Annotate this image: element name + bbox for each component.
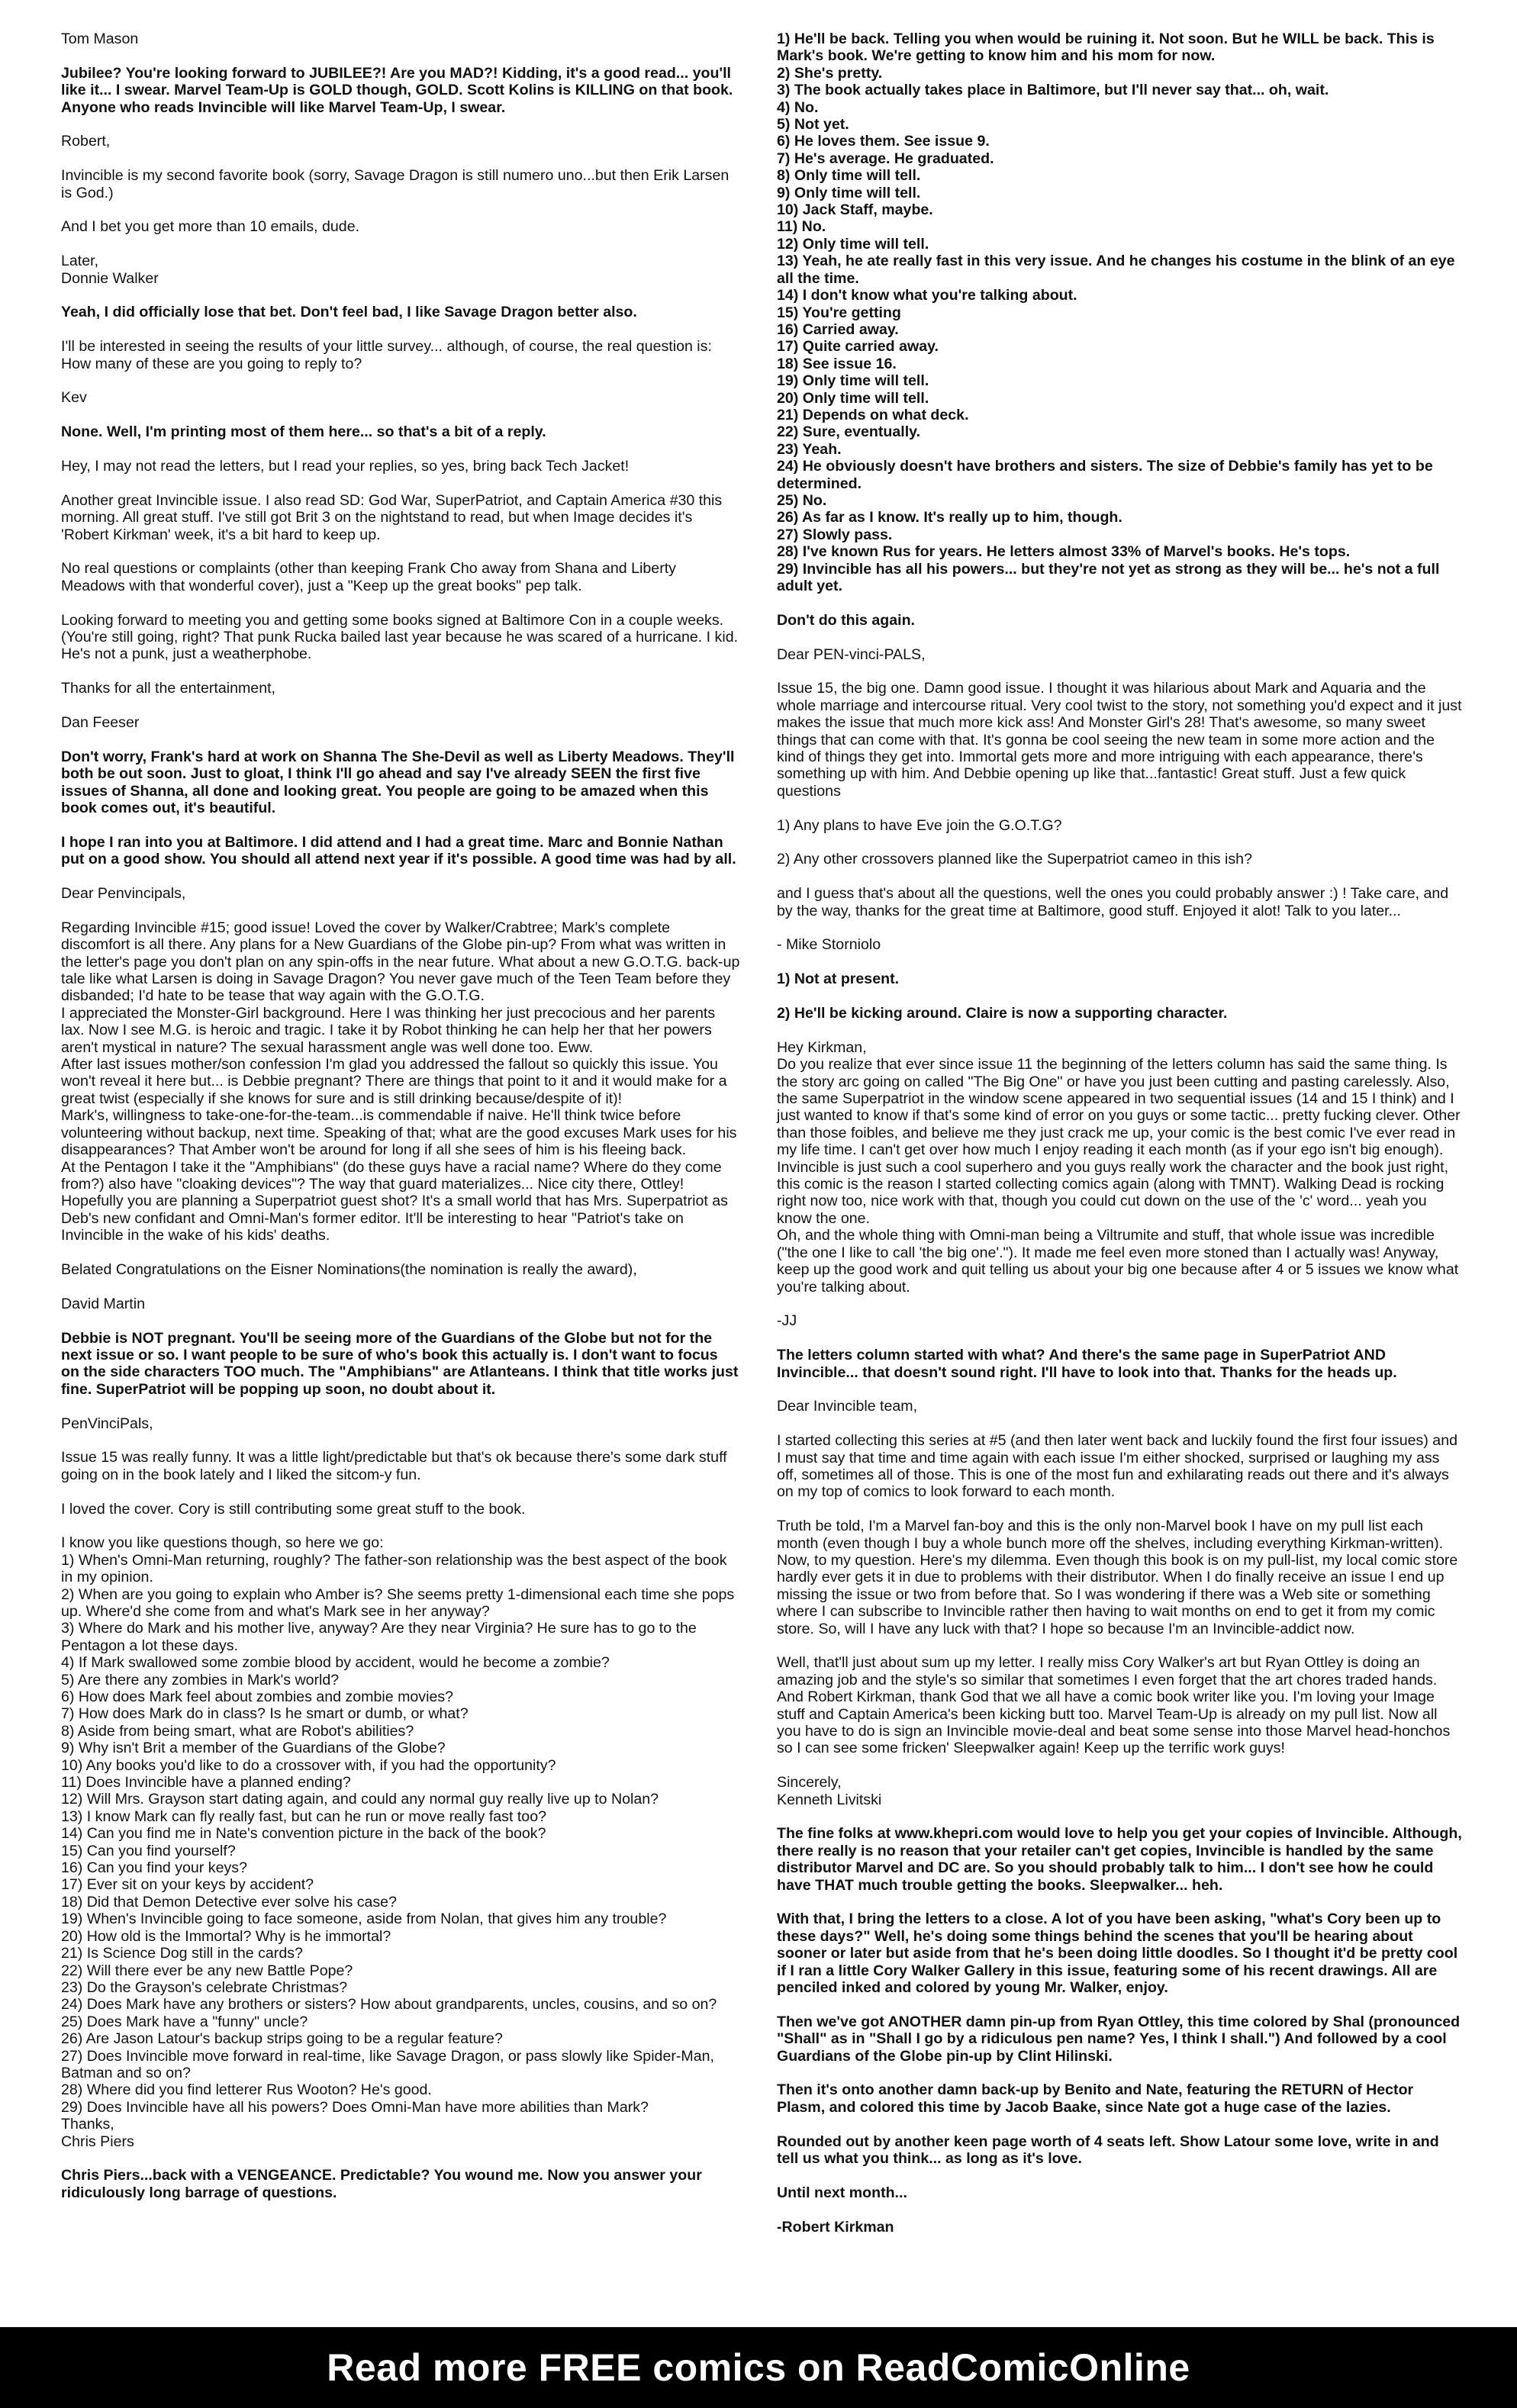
- letter-paragraph: I loved the cover. Cory is still contributing some great stuff to the book.: [61, 1500, 526, 1518]
- editor-reply-paragraph: Then it's onto another damn back-up by Benito and Nate, featuring the RETURN of Hector Plasm, and colored this time by Jacob Baake, since Nate got a huge case of the lazies.: [777, 2081, 1414, 2116]
- letter-paragraph: - Mike Storniolo: [777, 936, 881, 954]
- letter-paragraph: Dear Invincible team,: [777, 1398, 918, 1415]
- letter-paragraph: Tom Mason: [61, 31, 139, 47]
- letter-paragraph: Truth be told, I'm a Marvel fan-boy and this is the only non-Marvel book I have on my pull list each month (even though I buy a whole bunch more off the shelves, including everything Kirkman-written). Now, to my question. Here's my dilemma. Even though this book is on my pull-list, my local comic store hardly ever gets it in due to problems with their distributor. When I do finally receive an issue I end up missing the issue or two from before that. So I was wondering if there was a Web site or something where I can subscribe to Invincible rather then having to wait months on end to get it from my comic store. So, will I have any luck with that? I hope so because I'm an Invincible-addict now.: [777, 1518, 1458, 1637]
- letter-paragraph: Well, that'll just about sum up my letter. I really miss Cory Walker's art but Ryan Ottley is doing an amazing job and the style's so similar that sometimes I even forget that the art chores traded hands. And Robert Kirkman, thank God that we all have a comic book writer like you. I'm loving your Image stuff and Captain America's been kicking butt too. Marvel Team-Up is already on my pull list. Now all you have to do is sign an Invincible movie-deal and beat some sense into those Marvel head-honchos so I can see some fricken' Sleepwalker again! Keep up the terrific work guys!: [777, 1654, 1451, 1757]
- editor-reply-paragraph: Yeah, I did officially lose that bet. Don't feel bad, I like Savage Dragon better also.: [61, 304, 637, 321]
- editor-reply-paragraph: Jubilee? You're looking forward to JUBILEE?! Are you MAD?! Kidding, it's a good read... you'll like it... I swear. Marvel Team-Up is GOLD though, GOLD. Scott Kolins is KILLING on that book. Anyone who reads Invincible will like Marvel Team-Up, I swear.: [61, 64, 733, 116]
- letter-paragraph: Sincerely, Kenneth Livitski: [777, 1774, 882, 1808]
- letter-paragraph: Kev: [61, 389, 87, 407]
- letter-paragraph: Another great Invincible issue. I also read SD: God War, SuperPatriot, and Captain America #30 this morning. All great stuff. I've still got Brit 3 on the nightstand to read, but when Image decides it's 'Robert Kirkman' week, it's a bit hard to keep up.: [61, 491, 723, 543]
- left-column: [61, 31, 740, 2219]
- editor-reply-paragraph: None. Well, I'm printing most of them here... so that's a bit of a reply.: [61, 423, 546, 441]
- letter-paragraph: Issue 15 was really funny. It was a little light/predictable but that's ok because there's some dark stuff going on in the book lately and I liked the sitcom-y fun.: [61, 1449, 727, 1483]
- editor-reply-paragraph: Chris Piers...back with a VENGEANCE. Predictable? You wound me. Now you answer your ridiculously long barrage of questions.: [61, 2167, 702, 2201]
- editor-reply-paragraph: Rounded out by another keen page worth of 4 seats left. Show Latour some love, write in and tell us what you think... as long as it's love.: [777, 2133, 1439, 2168]
- letter-paragraph: Dear PEN-vinci-PALS,: [777, 645, 926, 663]
- letter-paragraph: I know you like questions though, so here we go: 1) When's Omni-Man returning, roughly? The father-son relationship was the best aspect of the book in my opinion. 2) When are you going to explain who Amber is? She seems pretty 1-dimensional each time she pops up. Where'd she come from and what's Mark see in her anyway? 3) Where do Mark and his mother live, anyway? Are they near Virginia? He sure has to go to the Pentagon a lot these days. 4) If Mark swallowed some zombie blood by accident, would he become a zombie? 5) Are there any zombies in Mark's world? 6) How does Mark feel about zombies and zombie movies? 7) How does Mark do in class? Is he smart or dumb, or what? 8) Aside from being smart, what are Robot's abilities? 9) Why isn't Brit a member of the Guardians of the Globe? 10) Any books you'd like to do a crossover with, if you had the opportunity? 11) Does Invincible have a planned ending? 12) Will Mrs. Grayson start dating again, and could any normal guy really live up to Nolan? 13) I know Mark can fly really fast, but can he run or move really fast too? 14) Can you find me in Nate's convention picture in the back of the book? 15) Can you find yourself? 16) Can you find your keys? 17) Ever sit on your keys by accident? 18) Did that Demon Detective ever solve his case? 19) When's Invincible going to face someone, aside from Nolan, that gives him any trouble? 20) How old is the Immortal? Why is he immortal? 21) Is Science Dog still in the cards? 22) Will there ever be any new Battle Pope? 23) Do the Grayson's celebrate Christmas? 24) Does Mark have any brothers or sisters? How about grandparents, uncles, cousins, and so on? 25) Does Mark have a "funny" uncle? 26) Are Jason Latour's backup strips going to be a regular feature? 27) Does Invincible move forward in real-time, like Savage Dragon, or pass slowly like Spider-Man, Batman and so on? 28) Where did you find letterer Rus Wooton? He's good. 29) Does Invincible have all his powers? Does Omni-Man have more abilities than Mark? Thanks, Chris Piers: [61, 1534, 735, 2150]
- letter-paragraph: Later, Donnie Walker: [61, 253, 159, 287]
- letter-paragraph: I'll be interested in seeing the results of your little survey... although, of course, the real question is: How many of these are you going to reply to?: [61, 338, 712, 372]
- editor-reply-paragraph: Don't worry, Frank's hard at work on Shanna The She-Devil as well as Liberty Meadows. They'll both be out soon. Just to gloat, I think I'll go ahead and say I've already SEEN the first five issues of Shanna, all done and looking great. You people are going to be amazed when this book comes out, it's beautiful.: [61, 748, 735, 817]
- letter-paragraph: And I bet you get more than 10 emails, dude.: [61, 218, 360, 236]
- letter-paragraph: I started collecting this series at #5 (and then later went back and luckily found the first four issues) and I must say that time and time again with each issue I'm either shocked, surprised or laughing my ass off, sometimes all of those. This is one of the most fun and exhilarating reads out there and it's always on my top of comics to look forward to each month.: [777, 1432, 1457, 1501]
- letter-paragraph: Robert,: [61, 133, 111, 150]
- letter-paragraph: Thanks for all the entertainment,: [61, 680, 275, 697]
- editor-reply-paragraph: 2) He'll be kicking around. Claire is now a supporting character.: [777, 1005, 1228, 1022]
- letter-paragraph: Invincible is my second favorite book (sorry, Savage Dragon is still numero uno...but then Erik Larsen is God.): [61, 167, 730, 201]
- letter-paragraph: Belated Congratulations on the Eisner Nominations(the nomination is really the award),: [61, 1260, 637, 1278]
- editor-reply-paragraph: 1) Not at present.: [777, 971, 900, 988]
- letter-paragraph: Hey, I may not read the letters, but I read your replies, so yes, bring back Tech Jacket!: [61, 458, 630, 475]
- letter-paragraph: Dan Feeser: [61, 714, 140, 732]
- editor-reply-paragraph: Debbie is NOT pregnant. You'll be seeing more of the Guardians of the Globe but not for the next issue or so. I want people to be sure of who's book this actually is. I don't want to focus on the side characters TOO much. The "Amphibians" are Atlanteans. I think that title works just fine. SuperPatriot will be popping up soon, no doubt about it.: [61, 1329, 739, 1398]
- editor-reply-paragraph: I hope I ran into you at Baltimore. I did attend and I had a great time. Marc and Bonnie Nathan put on a good show. You should all attend next year if it's possible. A good time was had by all.: [61, 833, 736, 868]
- letter-paragraph: 1) Any plans to have Eve join the G.O.T.G?: [777, 816, 1062, 834]
- editor-reply-paragraph: Then we've got ANOTHER damn pin-up from Ryan Ottley, this time colored by Shal (pronounced "Shall" as in "Shall I go by a ridiculous pen name? Yes, I think I shall.") And followed by a cool Guardians of the Globe pin-up by Clint Hilinski.: [777, 2013, 1461, 2065]
- letter-paragraph: Regarding Invincible #15; good issue! Loved the cover by Walker/Crabtree; Mark's complete discomfort is all there. Any plans for a New Guardians of the Globe pin-up? From what was written in the letter's page you don't plan on any spin-offs in the near future. What about a new G.O.T.G. back-up tale like what Larsen is doing in Savage Dragon? You never gave much of the Teen Team before they disbanded; I'd hate to be tease that way again with the G.O.T.G. I appreciated the Monster-Girl background. Here I was thinking her just precocious and her parents lax. Now I see M.G. is heroic and tragic. I take it by Robot thinking he can help her that her powers aren't mystical in nature? The sexual harassment angle was well done too. Eww. After last issues mother/son confession I'm glad you addressed the fallout so quickly this issue. You won't reveal it here but... is Debbie pregnant? There are things that point to it and it would make for a great twist (especially if she knows for sure and is still drinking because/despite of it)! Mark's, willingness to take-one-for-the-team...is commendable if naive. He'll think twice before volunteering without backup, next time. Speaking of that; what are the good excuses Mark uses for his disappearances? That Amber won't be around for long if all she sees of him is his fleeing back. At the Pentagon I take it the "Amphibians" (do these guys have a racial name? Where do they come from?) also have "cloaking devices"? The way that guard materializes... Nice city there, Ottley! Hopefully you are planning a Superpatriot guest shot? It's a small world that has Mrs. Superpatriot as Deb's new confidant and Omni-Man's former editor. It'll be interesting to hear "Patriot's take on Invincible in the wake of his kids' deaths.: [61, 919, 740, 1244]
- letter-paragraph: David Martin: [61, 1295, 145, 1312]
- letter-paragraph: -JJ: [777, 1312, 797, 1330]
- letter-paragraph: No real questions or complaints (other than keeping Frank Cho away from Shana and Liberty Meadows with that wonderful cover), just a "Keep up the great books" pep talk.: [61, 560, 676, 594]
- editor-reply-paragraph: Until next month...: [777, 2184, 907, 2201]
- editor-reply-paragraph: Don't do this again.: [777, 611, 915, 629]
- letter-paragraph: Dear Penvincipals,: [61, 885, 186, 903]
- editor-reply-paragraph: With that, I bring the letters to a close. A lot of you have been asking, "what's Cory been up to these days?" Well, he's doing some things behind the scenes that you'll be hearing about sooner or later but aside from that he's been doing little doodles. So I thought it'd be pretty cool if I ran a little Cory Walker Gallery in this issue, featuring some of his recent drawings. All are penciled inked and colored by young Mr. Walker, enjoy.: [777, 1911, 1458, 1997]
- editor-reply-paragraph: -Robert Kirkman: [777, 2218, 894, 2236]
- editor-reply-paragraph: The letters column started with what? And there's the same page in SuperPatriot AND Invincible... that doesn't sound right. I'll have to look into that. Thanks for the heads up.: [777, 1347, 1397, 1381]
- editor-reply-paragraph: 1) He'll be back. Telling you when would be ruining it. Not soon. But he WILL be back. This is Mark's book. We're getting to know him and his mom for now. 2) She's pretty. 3) The book actually takes place in Baltimore, but I'll never say that... oh, wait. 4) No. 5) Not yet. 6) He loves them. See issue 9. 7) He's average. He graduated. 8) Only time will tell. 9) Only time will tell. 10) Jack Staff, maybe. 11) No. 12) Only time will tell. 13) Yeah, he ate really fast in this very issue. And he changes his costume in the blink of an eye all the time. 14) I don't know what you're talking about. 15) You're getting 16) Carried away. 17) Quite carried away. 18) See issue 16. 19) Only time will tell. 20) Only time will tell. 21) Depends on what deck. 22) Sure, eventually. 23) Yeah. 24) He obviously doesn't have brothers and sisters. The size of Debbie's family has yet to be determined. 25) No. 26) As far as I know. It's really up to him, though. 27) Slowly pass. 28) I've known Rus for years. He letters almost 33% of Marvel's books. He's tops. 29) Invincible has all his powers... but they're not yet as strong as they will be... he's not a full adult yet.: [777, 31, 1455, 594]
- letter-paragraph: Hey Kirkman, Do you realize that ever since issue 11 the beginning of the letters column has said the same thing. Is the story arc going on called "The Big One" or have you just been cutting and pasting carelessly. Also, the same Superpatriot in the window scene appeared in two sequential issues (14 and 15 I think) and I just wanted to know if that's some kind of error on you guys or some tactic... pretty fucking clever. Other than those foibles, and believe me they just crack me up, your comic is the best comic I've ever read in my life time. I can't get over how much I enjoy reading it each month (as if your ego isn't big enough). Invincible is just such a cool superhero and you guys really work the character and the book just right, this comic is the reason I started collecting comics again (along with TMNT). Walking Dead is rocking right now too, nice work with that, though you could cut down on the use of the 'c' word... yeah you know the one. Oh, and the whole thing with Omni-man being a Viltrumite and stuff, that whole issue was incredible ("the one I like to call 'the big one'."). It made me feel even more stoned than I actually was! Anyway, keep up the good work and quit telling us about your big one because after 4 or 5 issues we know what you're talking about.: [777, 1038, 1461, 1296]
- letter-paragraph: 2) Any other crossovers planned like the Superpatriot cameo in this ish?: [777, 851, 1252, 868]
- right-column: [777, 31, 1464, 2252]
- editor-reply-paragraph: The fine folks at www.khepri.com would love to help you get your copies of Invincible. Although, there really is no reason that your retailer can't get copies, Invincible is handled by the same distributor Marvel and DC are. So you should probably talk to him... I don't see how he could have THAT much trouble getting the books. Sleepwalker... heh.: [777, 1825, 1462, 1894]
- letter-paragraph: Issue 15, the big one. Damn good issue. I thought it was hilarious about Mark and Aquaria and the whole marriage and intercourse ritual. Very cool twist to the story, not something you'd expect and it just makes the issue that much more kick ass! And Monster Girl's 28! That's awesome, so many sweet things that can come with that. It's gonna be cool seeing the new team in some more action and the kind of things they get into. Immortal gets more and more intriguing with each appearance, there's something up with him. And Debbie opening up like that...fantastic! Great stuff. Just a few quick questions: [777, 680, 1462, 800]
- letter-paragraph: and I guess that's about all the questions, well the ones you could probably answer :) ! Take care, and by the way, thanks for the great time at Baltimore, good stuff. Enjoyed it alot! Talk to you later...: [777, 885, 1449, 919]
- footer-promo-link[interactable]: Read more FREE comics on ReadComicOnline: [327, 2346, 1190, 2389]
- letter-paragraph: Looking forward to meeting you and getting some books signed at Baltimore Con in a couple weeks. (You're still going, right? That punk Rucka bailed last year because he was scared of a hurricane. I kid. He's not a punk, just a weatherphobe.: [61, 611, 739, 663]
- footer-banner: [0, 2327, 1517, 2408]
- letter-paragraph: PenVinciPals,: [61, 1415, 153, 1432]
